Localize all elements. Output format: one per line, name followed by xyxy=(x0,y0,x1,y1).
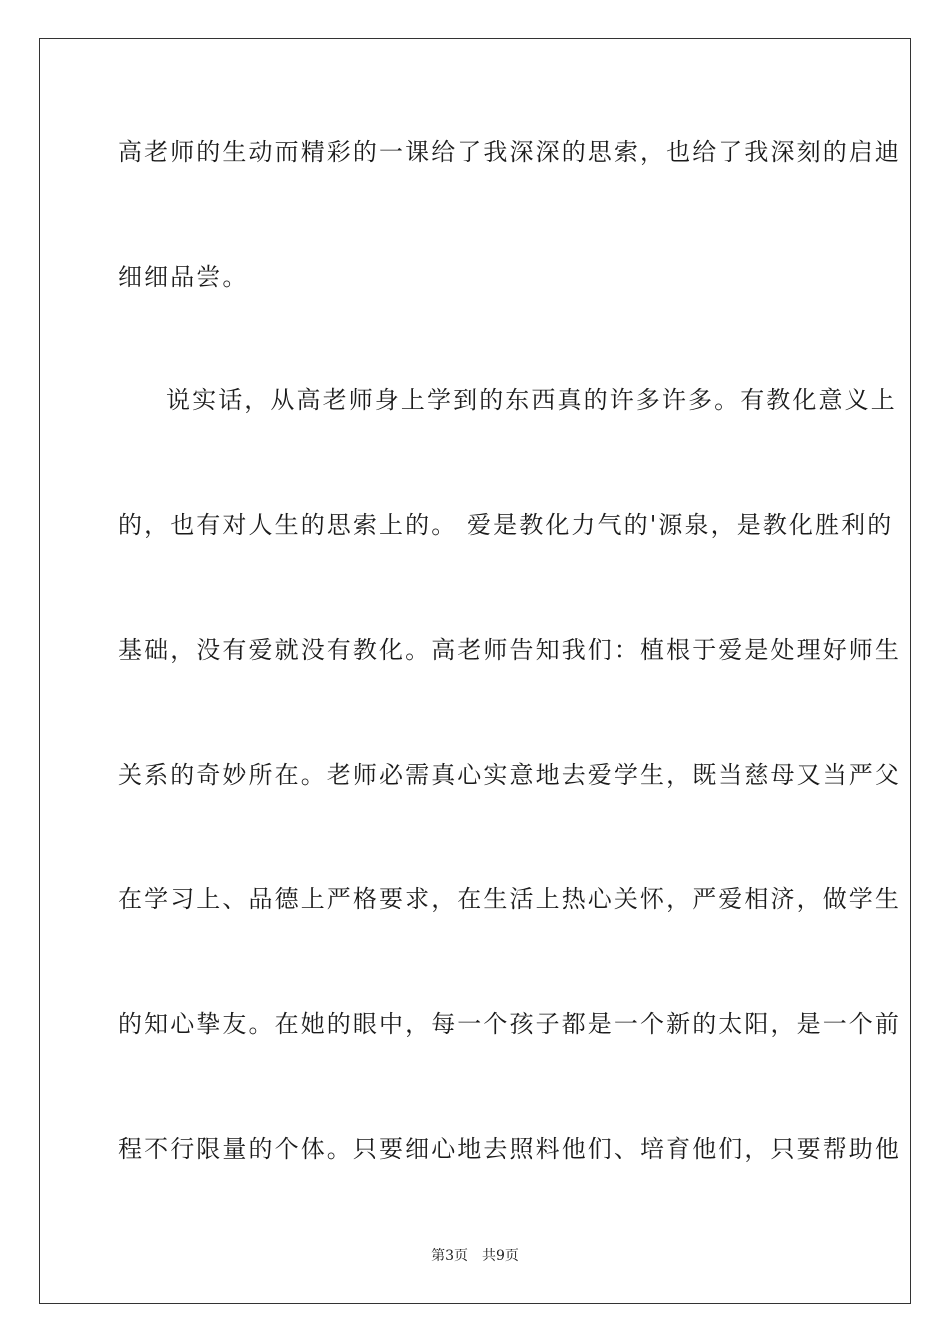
page-number: 第3页 xyxy=(431,1248,468,1264)
page-border xyxy=(39,38,911,1304)
paragraph-line: 的知心挚友。在她的眼中，每一个孩子都是一个新的太阳，是一个前 xyxy=(118,1010,901,1038)
paragraph-line: 的，也有对人生的思索上的。 爱是教化力气的'源泉，是教化胜利的 xyxy=(118,511,894,539)
paragraph-line: 程不行限量的个体。只要细心地去照料他们、培育他们，只要帮助他 xyxy=(118,1135,901,1163)
paragraph-line: 在学习上、品德上严格要求，在生活上热心关怀，严爱相济，做学生 xyxy=(118,885,901,913)
paragraph-line: 高老师的生动而精彩的一课给了我深深的思索，也给了我深刻的启迪 xyxy=(118,138,901,166)
paragraph-line: 说实话，从高老师身上学到的东西真的许多许多。有教化意义上 xyxy=(166,386,897,414)
page-footer xyxy=(0,1247,950,1265)
page-total: 共9页 xyxy=(482,1248,519,1264)
paragraph-line: 关系的奇妙所在。老师必需真心实意地去爱学生，既当慈母又当严父 xyxy=(118,761,901,789)
paragraph-line: 基础，没有爱就没有教化。高老师告知我们：植根于爱是处理好师生 xyxy=(118,636,901,664)
paragraph-line: 细细品尝。 xyxy=(118,263,249,291)
